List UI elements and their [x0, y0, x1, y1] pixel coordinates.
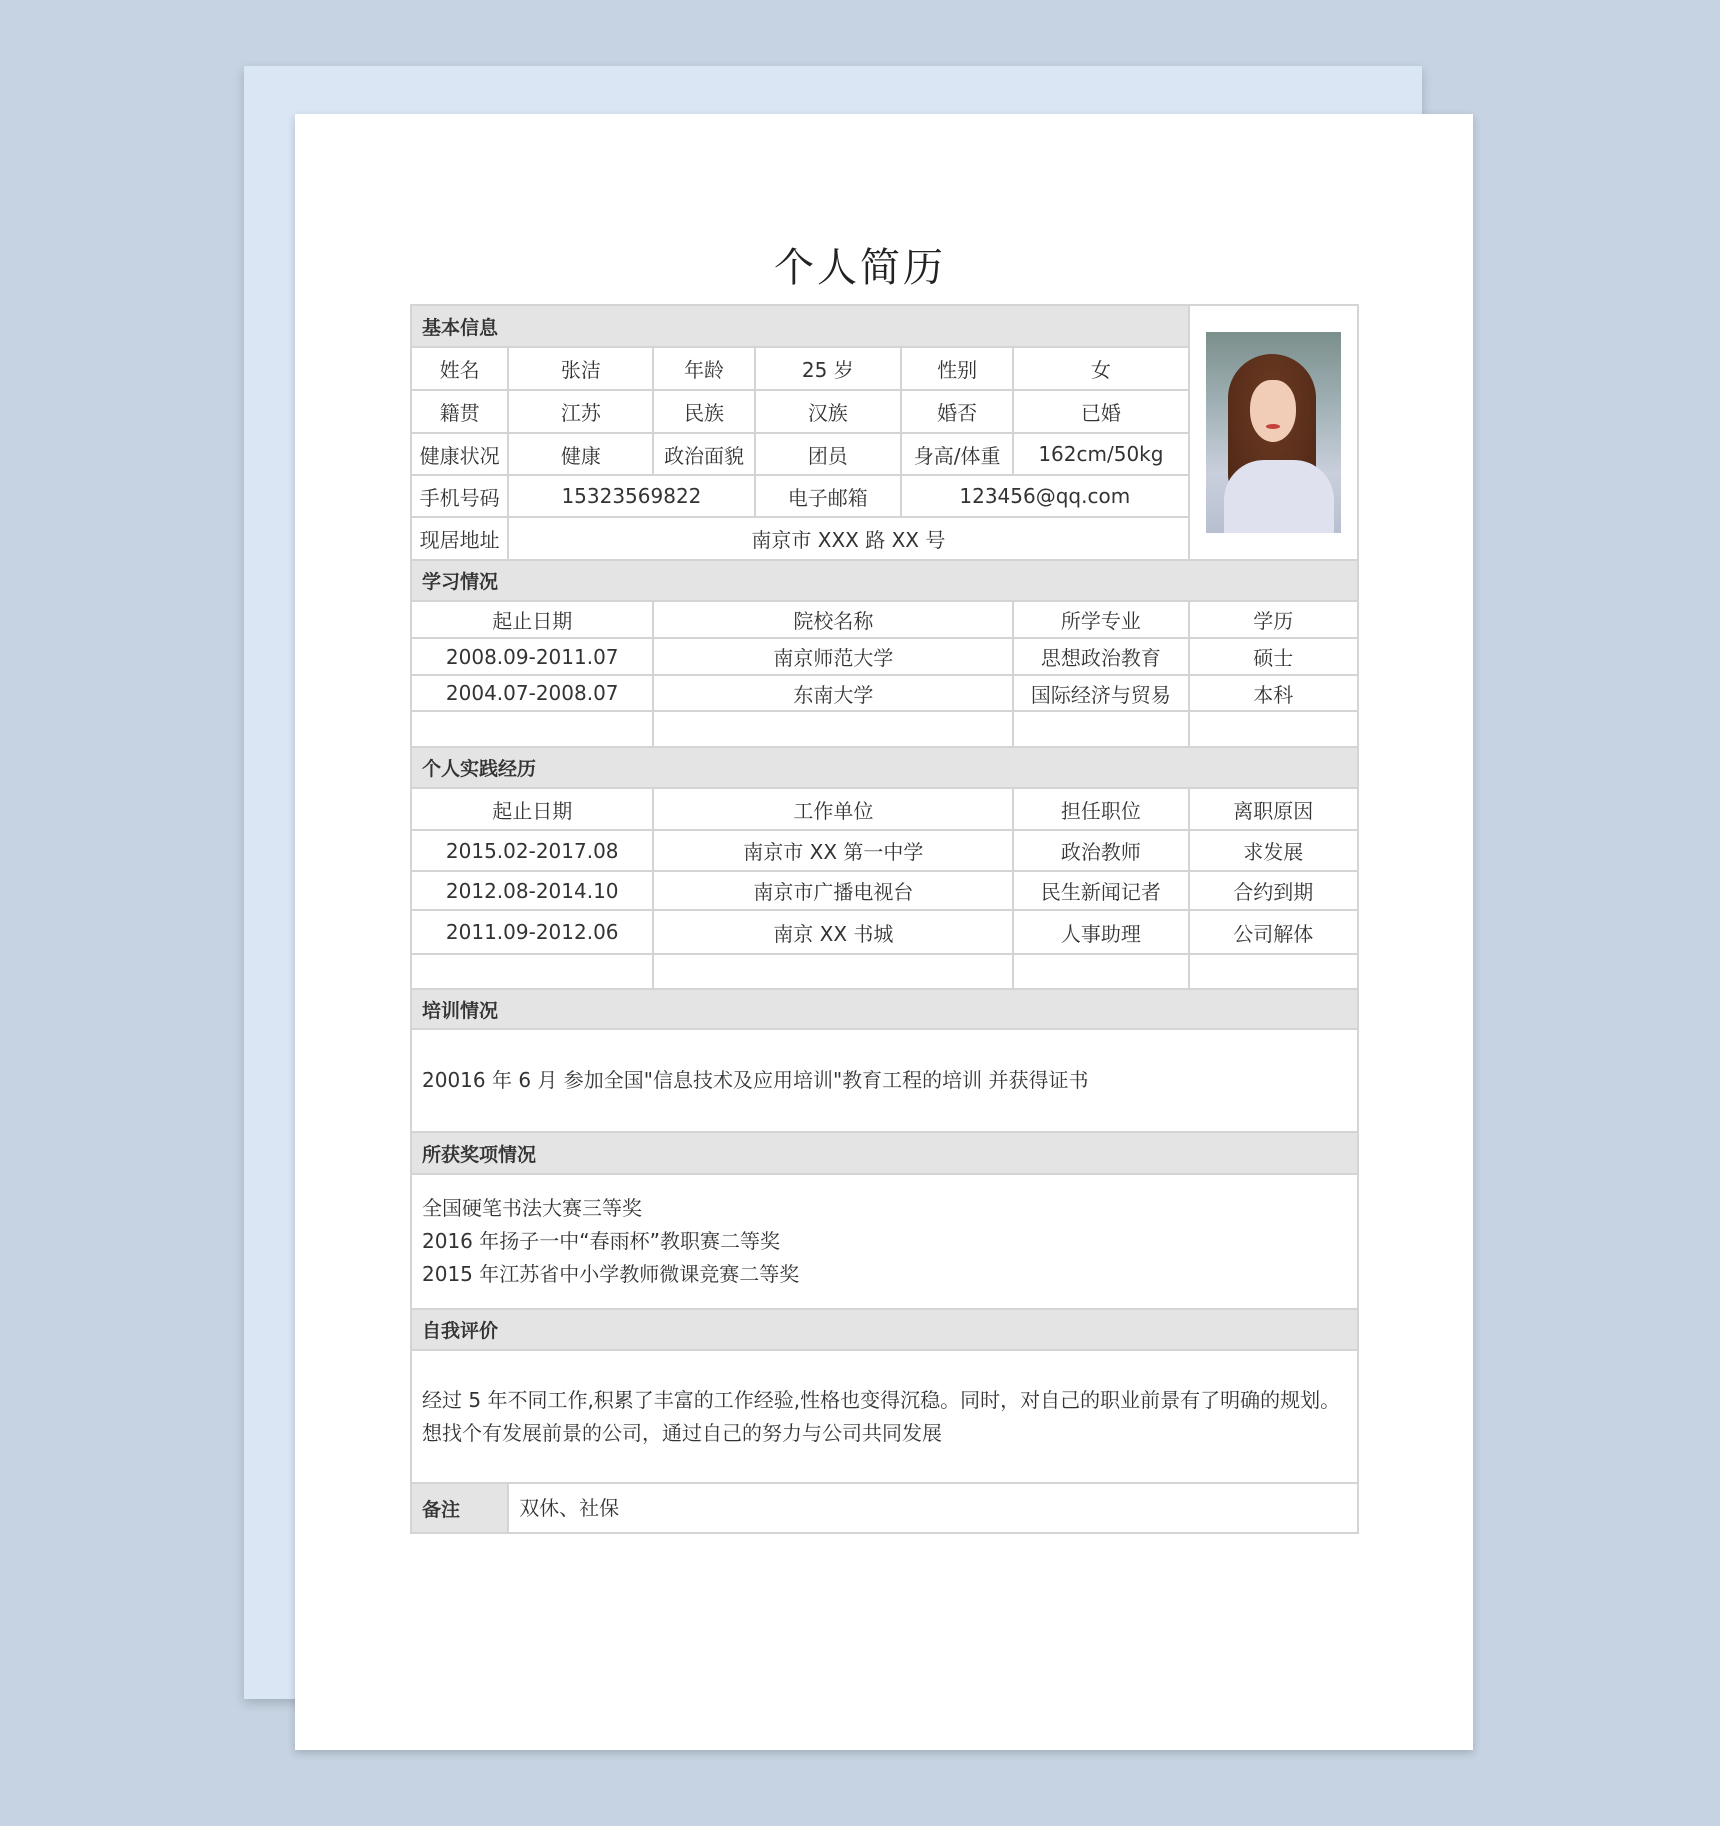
exp-reason: 公司解体 [1189, 910, 1358, 954]
edu-degree: 本科 [1189, 675, 1358, 711]
edu-school: 东南大学 [653, 675, 1013, 711]
edu-major: 国际经济与贸易 [1013, 675, 1188, 711]
value-ethnicity: 汉族 [755, 390, 901, 433]
label-address: 现居地址 [411, 517, 508, 560]
document-title: 个人简历 [774, 245, 946, 291]
edu-empty-cell [653, 711, 1013, 747]
value-gender: 女 [1013, 347, 1188, 390]
exp-company: 南京市 XX 第一中学 [653, 830, 1013, 871]
section-education: 学习情况 [411, 560, 1358, 601]
label-age: 年龄 [653, 347, 754, 390]
exp-empty-cell [653, 954, 1013, 989]
value-address: 南京市 XXX 路 XX 号 [508, 517, 1188, 560]
edu-date: 2004.07-2008.07 [411, 675, 653, 711]
award-item: 2016 年扬子一中“春雨杯”教职赛二等奖 [422, 1229, 780, 1253]
edu-header-school: 院校名称 [653, 601, 1013, 638]
exp-header-position: 担任职位 [1013, 788, 1188, 830]
exp-position: 政治教师 [1013, 830, 1188, 871]
label-health: 健康状况 [411, 433, 508, 475]
edu-degree: 硕士 [1189, 638, 1358, 675]
value-health: 健康 [508, 433, 653, 475]
label-political: 政治面貌 [653, 433, 754, 475]
self-evaluation-line: 经过 5 年不同工作,积累了丰富的工作经验,性格也变得沉稳。同时，对自己的职业前景有了明确的规划。 [422, 1387, 1341, 1412]
edu-empty-cell [1189, 711, 1358, 747]
section-awards: 所获奖项情况 [411, 1132, 1358, 1174]
exp-header-reason: 离职原因 [1189, 788, 1358, 830]
label-name: 姓名 [411, 347, 508, 390]
value-political: 团员 [755, 433, 901, 475]
memo-value: 双休、社保 [508, 1483, 1358, 1533]
award-item: 2015 年江苏省中小学教师微课竞赛二等奖 [422, 1262, 800, 1286]
exp-empty-cell [411, 954, 653, 989]
photo-cell [1189, 305, 1358, 560]
profile-photo [1206, 332, 1341, 533]
resume-table [410, 304, 1359, 1534]
value-hometown: 江苏 [508, 390, 653, 433]
awards-list [411, 1174, 1358, 1309]
edu-date: 2008.09-2011.07 [411, 638, 653, 675]
self-evaluation-line: 想找个有发展前景的公司，通过自己的努力与公司共同发展 [422, 1420, 942, 1445]
exp-position: 人事助理 [1013, 910, 1188, 954]
exp-date: 2012.08-2014.10 [411, 871, 653, 910]
label-ethnicity: 民族 [653, 390, 754, 433]
label-hometown: 籍贯 [411, 390, 508, 433]
training-text: 20016 年 6 月 参加全国"信息技术及应用培训"教育工程的培训 并获得证书 [411, 1029, 1358, 1132]
value-name: 张洁 [508, 347, 653, 390]
label-email: 电子邮箱 [755, 475, 901, 517]
exp-empty-cell [1013, 954, 1188, 989]
edu-header-date: 起止日期 [411, 601, 653, 638]
award-item: 全国硬笔书法大赛三等奖 [422, 1196, 642, 1220]
value-height-weight: 162cm/50kg [1013, 433, 1188, 475]
label-phone: 手机号码 [411, 475, 508, 517]
value-phone: 15323569822 [508, 475, 754, 517]
section-basic-info: 基本信息 [411, 305, 1189, 347]
label-gender: 性别 [901, 347, 1013, 390]
exp-header-company: 工作单位 [653, 788, 1013, 830]
exp-position: 民生新闻记者 [1013, 871, 1188, 910]
exp-date: 2011.09-2012.06 [411, 910, 653, 954]
exp-reason: 合约到期 [1189, 871, 1358, 910]
edu-school: 南京师范大学 [653, 638, 1013, 675]
value-email: 123456@qq.com [901, 475, 1189, 517]
memo-label: 备注 [411, 1483, 508, 1533]
exp-reason: 求发展 [1189, 830, 1358, 871]
exp-header-date: 起止日期 [411, 788, 653, 830]
section-training: 培训情况 [411, 989, 1358, 1029]
edu-major: 思想政治教育 [1013, 638, 1188, 675]
exp-company: 南京市广播电视台 [653, 871, 1013, 910]
label-height-weight: 身高/体重 [901, 433, 1013, 475]
edu-header-major: 所学专业 [1013, 601, 1188, 638]
exp-empty-cell [1189, 954, 1358, 989]
exp-company: 南京 XX 书城 [653, 910, 1013, 954]
value-marital: 已婚 [1013, 390, 1188, 433]
exp-date: 2015.02-2017.08 [411, 830, 653, 871]
edu-empty-cell [411, 711, 653, 747]
edu-empty-cell [1013, 711, 1188, 747]
section-experience: 个人实践经历 [411, 747, 1358, 788]
label-marital: 婚否 [901, 390, 1013, 433]
self-evaluation-text [411, 1350, 1358, 1483]
value-age: 25 岁 [755, 347, 901, 390]
section-self-evaluation: 自我评价 [411, 1309, 1358, 1350]
edu-header-degree: 学历 [1189, 601, 1358, 638]
